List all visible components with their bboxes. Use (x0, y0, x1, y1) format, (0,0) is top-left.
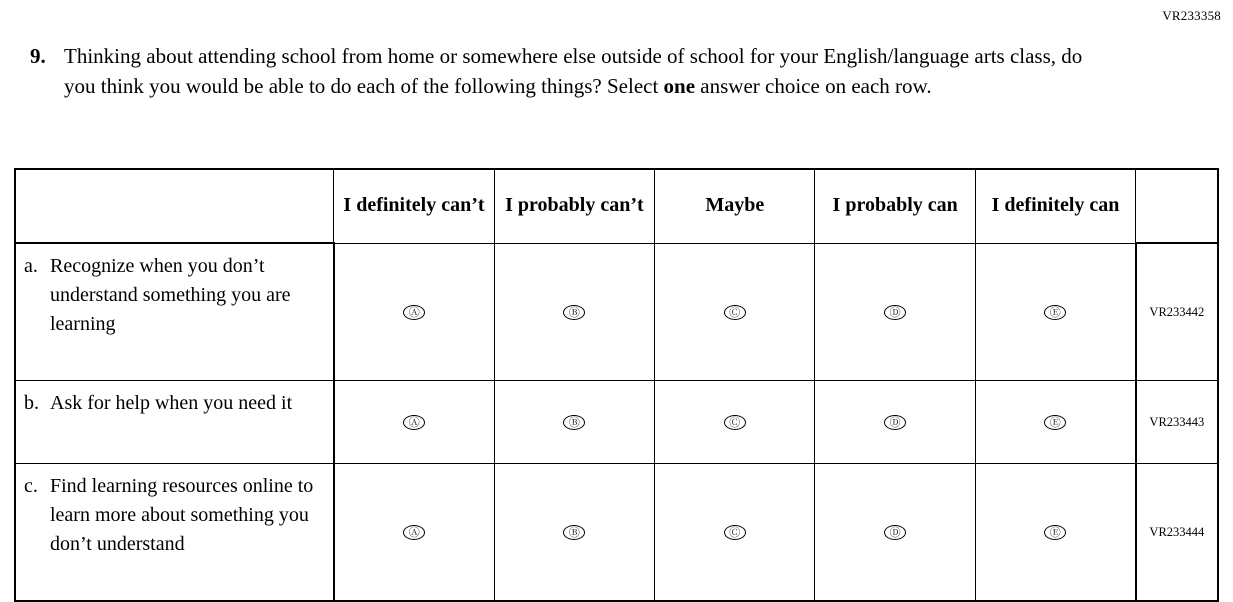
question-block (30, 42, 1100, 102)
column-header-maybe: Maybe (655, 169, 815, 243)
bubble-b-icon[interactable]: Ⓑ (563, 305, 585, 320)
column-header-definitely-can: I definitely can (975, 169, 1135, 243)
column-header-definitely-cant: I definitely can’t (334, 169, 494, 243)
option-d-row-b[interactable] (815, 381, 975, 464)
option-c-row-b[interactable] (655, 381, 815, 464)
row-label-c: Find learning resources online to learn more about something you don’t understand (50, 475, 314, 556)
option-b-row-a[interactable] (494, 243, 654, 381)
option-b-row-c[interactable] (494, 464, 654, 602)
question-number: 9. (30, 44, 46, 68)
option-a-row-c[interactable] (334, 464, 494, 602)
row-code-b: VR233443 (1136, 381, 1218, 464)
bubble-e-icon[interactable]: Ⓔ (1044, 415, 1066, 430)
question-text-part1: Thinking about attending school from home or somewhere else outside of school for your English/language arts class, do you think you would be able to do each of the following things? Select (64, 44, 1083, 98)
table-row (15, 381, 1218, 464)
bubble-a-icon[interactable]: Ⓐ (403, 415, 425, 430)
row-label-a: Recognize when you don’t understand something you are learning (50, 255, 291, 336)
option-a-row-b[interactable] (334, 381, 494, 464)
bubble-b-icon[interactable]: Ⓑ (563, 415, 585, 430)
row-stem-a (15, 243, 334, 381)
column-header-blank-right (1136, 169, 1218, 243)
option-e-row-c[interactable] (975, 464, 1135, 602)
bubble-d-icon[interactable]: Ⓓ (884, 525, 906, 540)
row-label-b: Ask for help when you need it (50, 392, 293, 414)
option-a-row-a[interactable] (334, 243, 494, 381)
column-header-blank-left (15, 169, 334, 243)
bubble-a-icon[interactable]: Ⓐ (403, 525, 425, 540)
option-c-row-a[interactable] (655, 243, 815, 381)
column-header-probably-can: I probably can (815, 169, 975, 243)
option-b-row-b[interactable] (494, 381, 654, 464)
question-text-part2: answer choice on each row. (695, 73, 932, 98)
option-d-row-c[interactable] (815, 464, 975, 602)
question-text (64, 42, 1100, 102)
row-stem-b (15, 381, 334, 464)
option-d-row-a[interactable] (815, 243, 975, 381)
table-row (15, 464, 1218, 602)
bubble-c-icon[interactable]: Ⓒ (724, 305, 746, 320)
answer-matrix (14, 168, 1219, 602)
option-e-row-b[interactable] (975, 381, 1135, 464)
option-c-row-c[interactable] (655, 464, 815, 602)
row-code-c: VR233444 (1136, 464, 1218, 602)
bubble-d-icon[interactable]: Ⓓ (884, 305, 906, 320)
column-header-probably-cant: I probably can’t (494, 169, 654, 243)
row-letter-b: b. (24, 392, 39, 414)
option-e-row-a[interactable] (975, 243, 1135, 381)
bubble-d-icon[interactable]: Ⓓ (884, 415, 906, 430)
question-text-emphasis: one (663, 73, 696, 98)
table-row (15, 243, 1218, 381)
bubble-a-icon[interactable]: Ⓐ (403, 305, 425, 320)
row-stem-c (15, 464, 334, 602)
row-letter-a: a. (24, 255, 38, 277)
bubble-e-icon[interactable]: Ⓔ (1044, 305, 1066, 320)
bubble-c-icon[interactable]: Ⓒ (724, 415, 746, 430)
matrix-header-row (15, 169, 1218, 243)
bubble-e-icon[interactable]: Ⓔ (1044, 525, 1066, 540)
bubble-b-icon[interactable]: Ⓑ (563, 525, 585, 540)
row-letter-c: c. (24, 475, 38, 497)
page-item-code: VR233358 (1162, 8, 1221, 23)
bubble-c-icon[interactable]: Ⓒ (724, 525, 746, 540)
row-code-a: VR233442 (1136, 243, 1218, 381)
